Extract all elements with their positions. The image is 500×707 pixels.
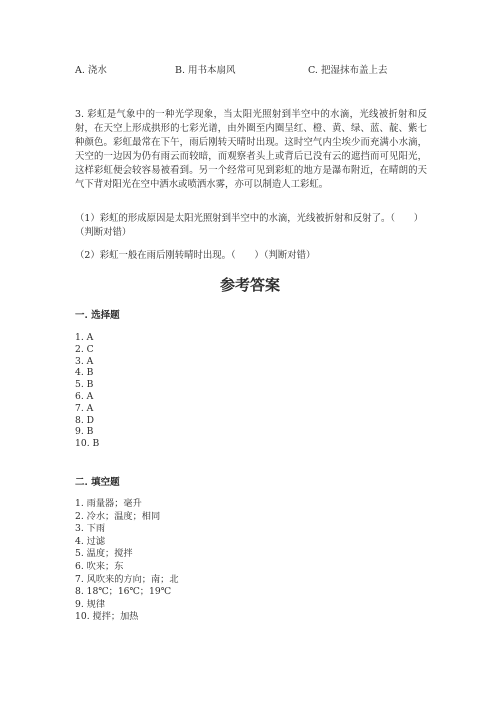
option-b: B. 用书本扇风 bbox=[175, 65, 236, 76]
list-item: 10. 搅拌；加热 bbox=[75, 611, 139, 623]
list-item: 5. B bbox=[75, 379, 94, 391]
fill-answer-list bbox=[75, 498, 179, 624]
section-heading-fill: 二. 填空题 bbox=[75, 477, 120, 488]
list-item: 3. 下雨 bbox=[75, 523, 106, 535]
list-item: 4. B bbox=[75, 367, 94, 379]
rainbow-passage: 3. 彩虹是气象中的一种光学现象，当太阳光照射到半空中的水滴，光线被折射和反射，在天空上形成拱形的七彩光谱，由外圈至内圈呈红、橙、黄、绿、蓝、靛、紫七种颜色。彩虹最常在下午，雨后刚转天晴时出现。这时空气内尘埃少而充满小水滴，天空的一边因为仍有雨云而较暗，而观察者头上或背后已没有云的遮挡而可见阳光，这样彩虹便会较容易被看到。另一个经常可见到彩虹的地方是瀑布附近，在晴朗的天气下背对阳光在空中洒水或喷洒水雾，亦可以制造人工彩虹。 bbox=[75, 109, 427, 190]
question-2: （2）彩虹一般在雨后刚转晴时出现。（ ）（判断对错） bbox=[75, 250, 316, 261]
list-item: 1. A bbox=[75, 332, 94, 343]
list-item: 3. A bbox=[75, 355, 94, 367]
list-item: 6. A bbox=[75, 390, 94, 402]
list-item: 6. 吹来；东 bbox=[75, 560, 124, 572]
answer-key-title: 参考答案 bbox=[219, 276, 280, 294]
list-item: 7. 风吹来的方向；南；北 bbox=[75, 573, 179, 585]
option-a: A. 浇水 bbox=[75, 65, 107, 76]
list-item: 8. 18℃；16℃；19℃ bbox=[75, 586, 171, 598]
list-item: 1. 雨量器；毫升 bbox=[75, 498, 142, 509]
list-item: 10. B bbox=[75, 438, 100, 450]
question-1: （1）彩虹的形成原因是太阳光照射到半空中的水滴，光线被折射和反射了。（ ）（判断对错） bbox=[75, 213, 424, 238]
option-c: C. 把湿抹布盖上去 bbox=[308, 65, 388, 76]
list-item: 8. D bbox=[75, 414, 95, 426]
list-item: 9. 规律 bbox=[75, 598, 106, 610]
list-item: 9. B bbox=[75, 426, 94, 438]
section-heading-choice: 一. 选择题 bbox=[75, 310, 120, 321]
list-item: 2. 冷水；温度；相同 bbox=[75, 510, 161, 522]
list-item: 4. 过滤 bbox=[75, 535, 106, 547]
choice-answer-list bbox=[75, 332, 99, 450]
list-item: 5. 温度；搅拌 bbox=[75, 548, 133, 560]
list-item: 2. C bbox=[75, 343, 94, 355]
list-item: 7. A bbox=[75, 402, 94, 414]
